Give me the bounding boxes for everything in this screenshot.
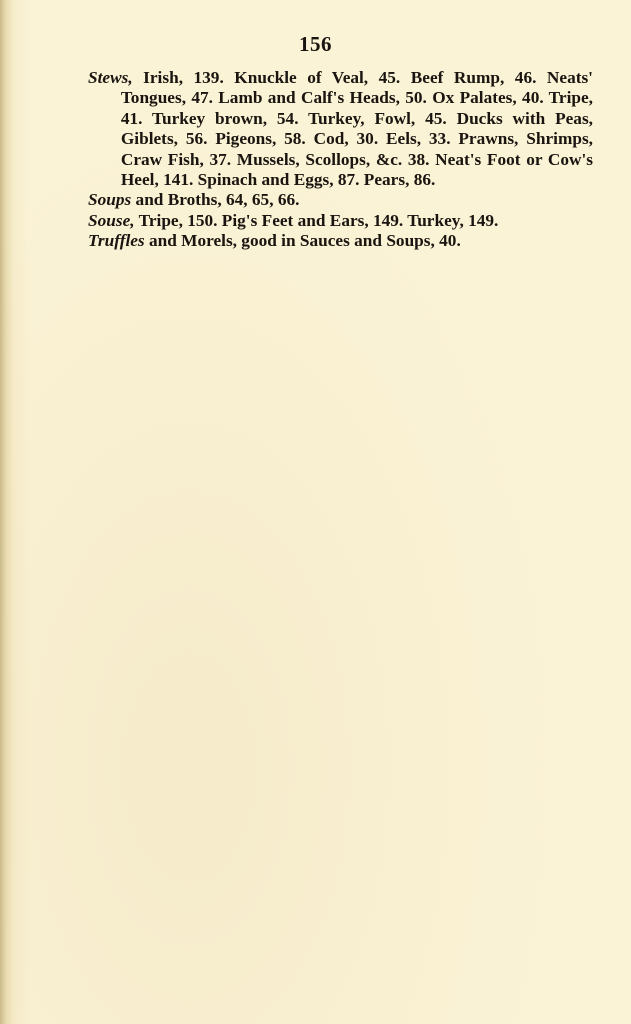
index-entry-stews <box>88 68 593 190</box>
entry-heading: Truffles <box>88 231 145 251</box>
entry-text: and Morels, good in Sauces and Soups, 40. <box>144 231 461 251</box>
index-entry-soups <box>88 190 593 210</box>
index-entries <box>88 68 593 252</box>
entry-text: and Broths, 64, 65, 66. <box>131 190 300 210</box>
page-number: 156 <box>299 32 332 56</box>
entry-heading: Soups <box>88 190 132 210</box>
entry-heading: Stews, <box>88 68 133 87</box>
entry-text: Tripe, 150. Pig's Feet and Ears, 149. Turkey, 149. <box>134 210 499 230</box>
index-entry-truffles <box>88 231 593 251</box>
index-entry-souse <box>88 211 593 231</box>
entry-text: Irish, 139. Knuckle of Veal, 45. Beef Rump, 46. Neats' Tongues, 47. Lamb and Calf's Heads, 50. Ox Palates, 40. Tripe, 41. Turkey brown, 54. Turkey, Fowl, 45. Ducks with Peas, Giblets, 56. Pigeons, 58. Cod, 30. Eels, 33. Prawns, Shrimps, Craw Fish, 37. Mussels, Scollops, &c. 38. Neat's Foot or Cow's Heel, 141. Spinach and Eggs, 87. Pears, 86. <box>120 68 593 190</box>
entry-heading: Souse, <box>88 210 135 230</box>
